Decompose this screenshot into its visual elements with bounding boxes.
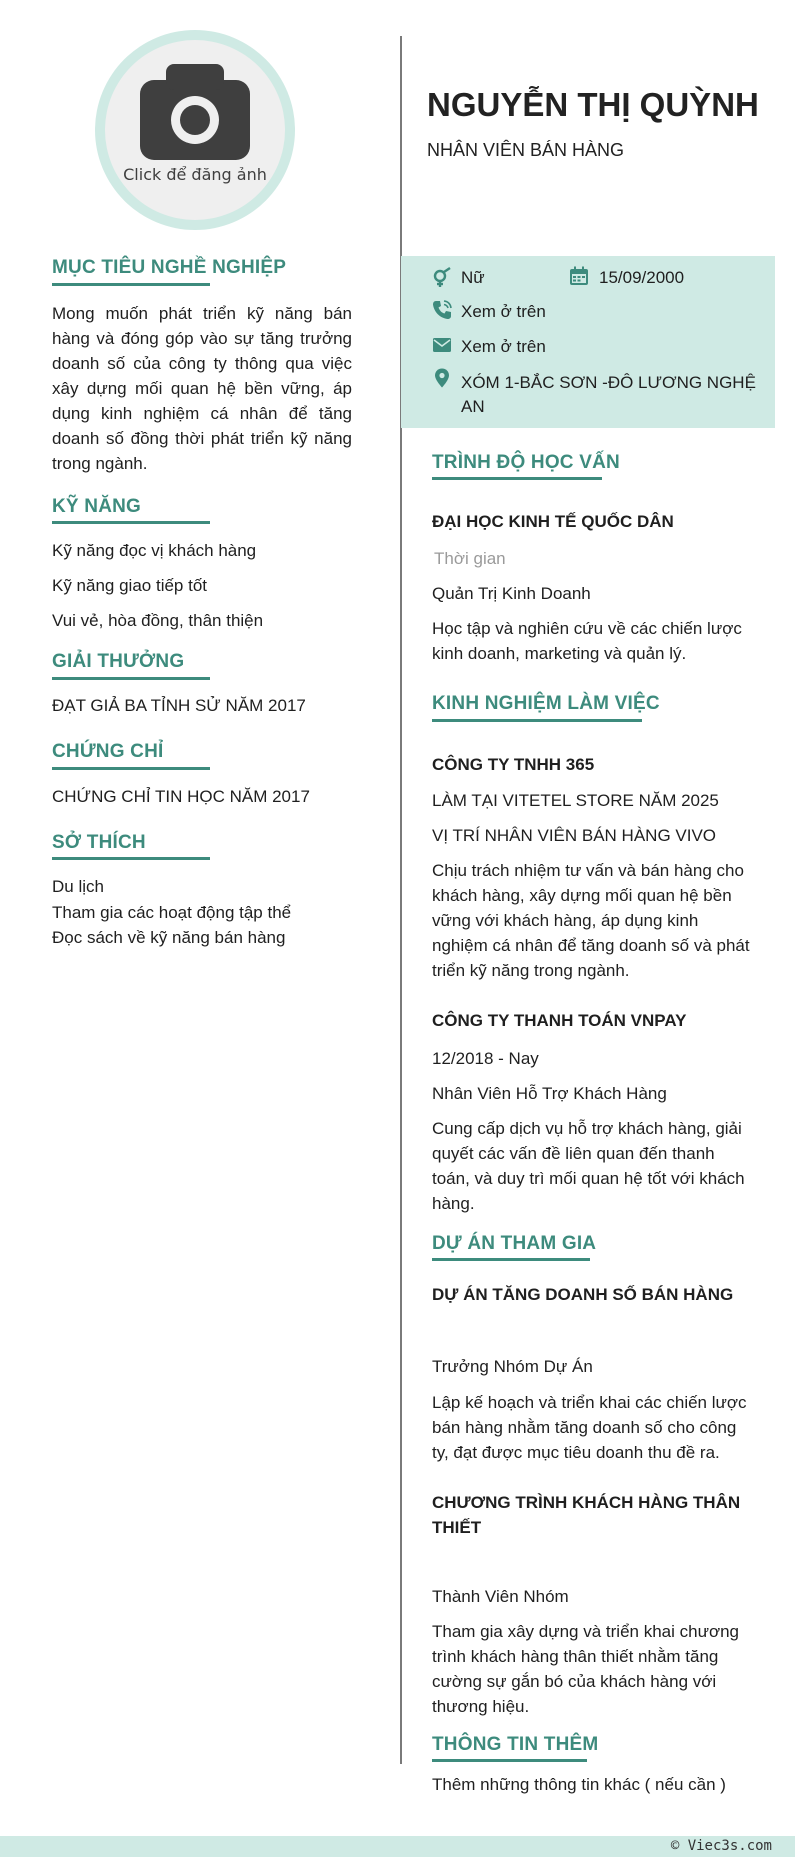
- extra-title: THÔNG TIN THÊM: [432, 1734, 599, 1755]
- education-desc-line: kinh doanh, marketing và quản lý.: [432, 644, 687, 663]
- address-value: [461, 371, 756, 419]
- photo-caption[interactable]: Click để đăng ảnh: [123, 165, 267, 184]
- objective-line: doanh số của công ty thông qua việc: [52, 354, 352, 373]
- project-desc-line: trình khách hàng thân thiết nhằm tăng: [432, 1647, 719, 1666]
- school-name: ĐẠI HỌC KINH TẾ QUỐC DÂN: [432, 512, 674, 531]
- phone-icon: [432, 300, 452, 320]
- objective-line: doanh số đồng thời phát triển kỹ năng: [52, 429, 352, 448]
- objective-line: hàng và đóng góp vào sự tăng trưởng: [52, 329, 352, 348]
- project-name: [432, 1490, 740, 1540]
- gender-icon: [432, 267, 452, 287]
- address-line: XÓM 1-BẮC SƠN -ĐÔ LƯƠNG NGHỆ: [461, 373, 756, 392]
- job-desc-line: nghiệm cá nhân để tăng doanh số và phát: [432, 936, 750, 955]
- hobby-item: Du lịch: [52, 877, 104, 896]
- job-time: 12/2018 - Nay: [432, 1049, 539, 1068]
- awards-underline: [52, 677, 210, 680]
- project-description: [432, 1619, 739, 1719]
- job-desc-line: Cung cấp dịch vụ hỗ trợ khách hàng, giải: [432, 1119, 742, 1138]
- award-item: ĐẠT GIẢ BA TỈNH SỬ NĂM 2017: [52, 696, 306, 715]
- experience-title: KINH NGHIỆM LÀM VIỆC: [432, 693, 660, 714]
- calendar-icon: [569, 266, 589, 286]
- project-desc-line: ty, đạt được mục tiêu doanh thu đề ra.: [432, 1443, 720, 1462]
- cert-item: CHỨNG CHỈ TIN HỌC NĂM 2017: [52, 787, 310, 806]
- project-name-line: THIẾT: [432, 1518, 482, 1537]
- projects-title: DỰ ÁN THAM GIA: [432, 1233, 597, 1254]
- job-desc-line: hàng.: [432, 1194, 475, 1213]
- education-title: TRÌNH ĐỘ HỌC VẤN: [432, 452, 620, 473]
- skill-item: Vui vẻ, hòa đồng, thân thiện: [52, 611, 264, 630]
- job-desc-line: quyết các vấn đề liên quan đến thanh: [432, 1144, 715, 1163]
- extra-text: Thêm những thông tin khác ( nếu cần ): [432, 1775, 726, 1794]
- objective-text: [52, 301, 352, 476]
- project-name: DỰ ÁN TĂNG DOANH SỐ BÁN HÀNG: [432, 1285, 734, 1304]
- job-description: [432, 1116, 745, 1216]
- camera-icon[interactable]: [140, 64, 250, 160]
- objective-line: trong ngành.: [52, 454, 148, 473]
- phone-value: Xem ở trên: [461, 302, 546, 321]
- email-icon: [432, 335, 452, 355]
- project-name-line: CHƯƠNG TRÌNH KHÁCH HÀNG THÂN: [432, 1493, 741, 1512]
- job-desc-line: triển kỹ năng trong ngành.: [432, 961, 630, 980]
- project-desc-line: cường sự gắn bó của khách hàng với: [432, 1672, 717, 1691]
- skills-title: KỸ NĂNG: [52, 496, 142, 517]
- hobby-item: Đọc sách về kỹ năng bán hàng: [52, 928, 286, 947]
- education-time[interactable]: Thời gian: [434, 549, 506, 568]
- objective-line: xây dựng mối quan hệ bền vững, áp: [52, 379, 352, 398]
- project-role: Trưởng Nhóm Dự Án: [432, 1357, 593, 1376]
- project-role: Thành Viên Nhóm: [432, 1587, 569, 1606]
- project-description: [432, 1390, 747, 1465]
- project-desc-line: bán hàng nhằm tăng doanh số cho công: [432, 1418, 737, 1437]
- job-time: LÀM TẠI VITETEL STORE NĂM 2025: [432, 791, 719, 810]
- job-desc-line: Chịu trách nhiệm tư vấn và bán hàng cho: [432, 861, 744, 880]
- awards-title: GIẢI THƯỞNG: [52, 651, 185, 672]
- job-title: NHÂN VIÊN BÁN HÀNG: [427, 140, 625, 160]
- job-desc-line: khách hàng, xây dựng mối quan hệ bền: [432, 886, 732, 905]
- project-desc-line: Lập kế hoạch và triển khai các chiến lược: [432, 1393, 747, 1412]
- objective-line: Mong muốn phát triển kỹ năng bán: [52, 304, 352, 323]
- skill-item: Kỹ năng đọc vị khách hàng: [52, 541, 257, 560]
- objective-title: MỤC TIÊU NGHỀ NGHIỆP: [52, 257, 287, 278]
- hobbies-underline: [52, 857, 210, 860]
- skills-underline: [52, 521, 210, 524]
- education-desc-line: Học tập và nghiên cứu về các chiến lược: [432, 619, 742, 638]
- project-desc-line: Tham gia xây dựng và triển khai chương: [432, 1622, 740, 1641]
- experience-underline: [432, 719, 642, 722]
- job-company: CÔNG TY THANH TOÁN VNPAY: [432, 1011, 687, 1030]
- job-position: Nhân Viên Hỗ Trợ Khách Hàng: [432, 1084, 667, 1103]
- birthdate-value: 15/09/2000: [599, 268, 685, 287]
- hobby-item: Tham gia các hoạt động tập thể: [52, 903, 292, 922]
- job-company: CÔNG TY TNHH 365: [432, 755, 595, 774]
- location-icon: [432, 368, 452, 388]
- job-desc-line: vững với khách hàng, áp dụng kinh: [432, 911, 699, 930]
- job-desc-line: toán, và duy trì mối quan hệ tốt với khách: [432, 1169, 745, 1188]
- project-desc-line: thương hiệu.: [432, 1697, 530, 1716]
- job-description: [432, 858, 750, 983]
- gender-value: Nữ: [461, 268, 485, 287]
- education-underline: [432, 477, 602, 480]
- address-line: AN: [461, 397, 485, 416]
- objective-underline: [52, 283, 210, 286]
- certs-underline: [52, 767, 210, 770]
- certs-title: CHỨNG CHỈ: [52, 741, 164, 762]
- education-description: [432, 616, 742, 666]
- projects-underline: [432, 1258, 590, 1261]
- job-position: VỊ TRÍ NHÂN VIÊN BÁN HÀNG VIVO: [432, 826, 717, 845]
- candidate-name: NGUYỄN THỊ QUỲNH: [427, 86, 759, 123]
- objective-line: dụng kinh nghiệm cá nhân để tăng: [52, 404, 352, 423]
- education-major: Quản Trị Kinh Doanh: [432, 584, 591, 603]
- hobbies-title: SỞ THÍCH: [52, 832, 146, 853]
- extra-underline: [432, 1759, 587, 1762]
- skill-item: Kỹ năng giao tiếp tốt: [52, 576, 208, 595]
- footer-copyright: © Viec3s.com: [670, 1838, 772, 1854]
- email-value: Xem ở trên: [461, 337, 546, 356]
